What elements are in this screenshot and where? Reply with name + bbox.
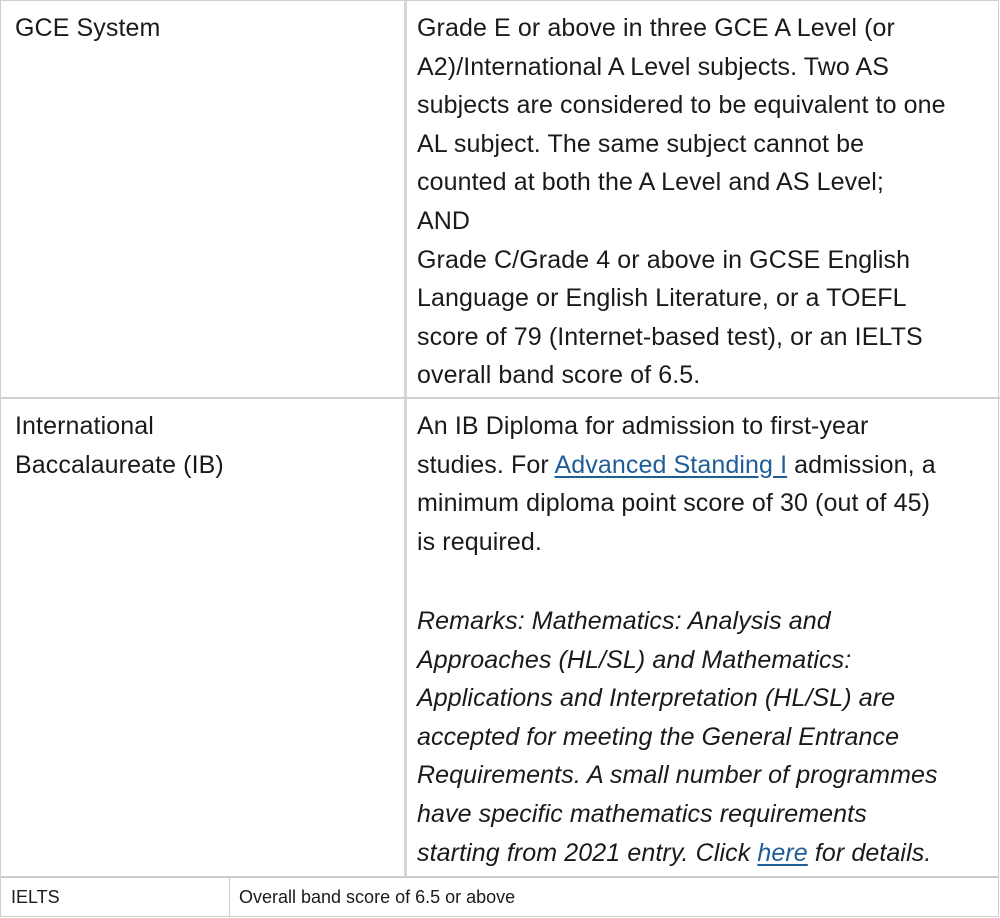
text-line: A2)/International A Level subjects. Two AS (417, 52, 890, 81)
ib-label-line: Baccalaureate (IB) (15, 450, 224, 479)
ib-label-line: International (15, 412, 154, 440)
text-fragment: for details. (807, 838, 932, 867)
gce-label-text: GCE System (15, 14, 161, 42)
remarks-line: Requirements. A small number of programmes (417, 761, 938, 790)
text-line: AND (417, 206, 471, 235)
ib-remarks-text (417, 602, 992, 872)
text-line: Grade E or above in three GCE A Level (or (417, 14, 895, 42)
text-line: An IB Diploma for admission to first-year (417, 412, 869, 440)
text-line: overall band score of 6.5. (417, 361, 701, 390)
remarks-line: Remarks: Mathematics: Analysis and (417, 607, 831, 635)
details-here-link[interactable]: here (757, 838, 808, 867)
remarks-line: Approaches (HL/SL) and Mathematics: (417, 645, 852, 674)
ib-requirement-text (417, 407, 992, 561)
column-divider (404, 1, 407, 878)
column-divider (229, 878, 230, 916)
text-line: counted at both the A Level and AS Level; (417, 168, 884, 197)
text-line: subjects are considered to be equivalent to one (417, 91, 946, 120)
row-divider (1, 397, 1000, 399)
gce-requirement-text (417, 9, 997, 395)
gce-system-label (15, 9, 160, 48)
remarks-line (417, 834, 992, 873)
remarks-line: Applications and Interpretation (HL/SL) are (417, 684, 896, 713)
remarks-line: have specific mathematics requirements (417, 799, 867, 828)
ielts-label: IELTS (11, 887, 60, 907)
text-line: minimum diploma point score of 30 (out of 45) (417, 489, 931, 518)
ielts-requirement: Overall band score of 6.5 or above (239, 887, 516, 907)
text-line: Language or English Literature, or a TOEFL (417, 284, 907, 313)
text-line (417, 446, 992, 485)
text-line: Grade C/Grade 4 or above in GCSE English (417, 245, 911, 274)
text-line: AL subject. The same subject cannot be (417, 129, 865, 158)
remarks-line: accepted for meeting the General Entrance (417, 722, 900, 751)
advanced-standing-link[interactable]: Advanced Standing I (554, 450, 788, 479)
ib-label (15, 407, 395, 484)
text-fragment: admission, a (787, 450, 936, 479)
text-line: score of 79 (Internet-based test), or an IELTS (417, 322, 923, 351)
text-fragment: studies. For (417, 450, 555, 479)
text-fragment: starting from 2021 entry. Click (417, 838, 758, 867)
ielts-row (0, 877, 999, 917)
text-line: is required. (417, 527, 542, 556)
